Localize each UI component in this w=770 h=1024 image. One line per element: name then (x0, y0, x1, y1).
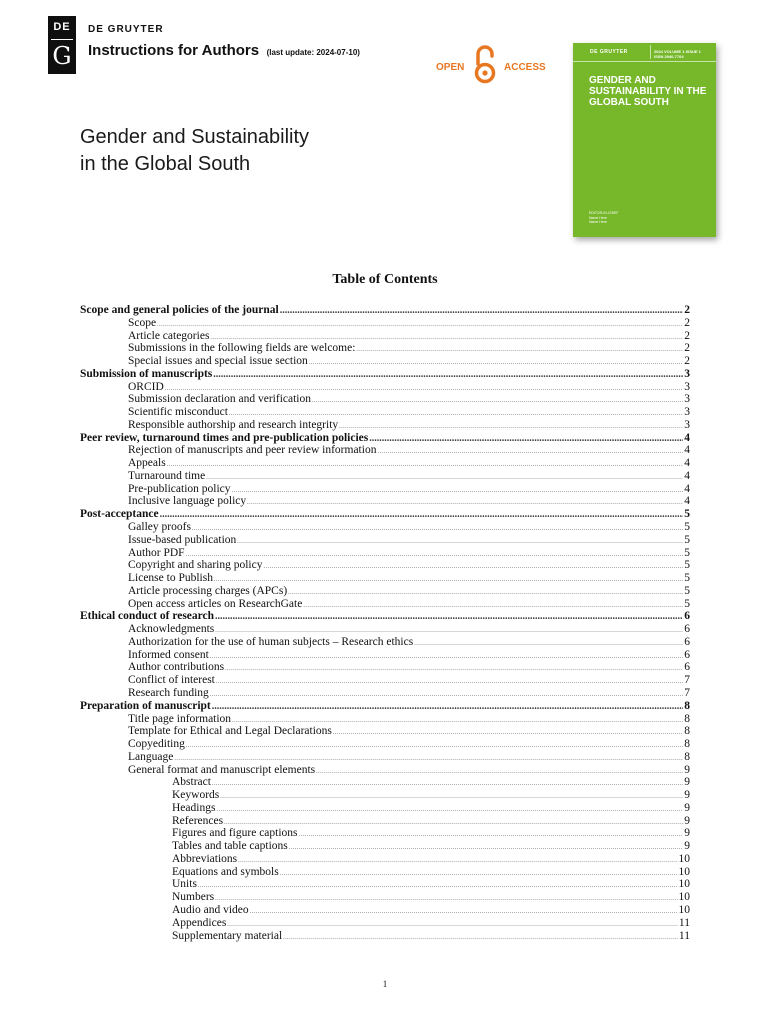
toc-entry-page: 8 (684, 738, 690, 751)
toc-entry[interactable] (80, 444, 690, 457)
toc-entry-label: Tables and table captions (172, 840, 288, 853)
toc-entry-page: 3 (684, 367, 690, 380)
toc-entry-page: 8 (684, 699, 690, 712)
toc-entry-page: 3 (684, 393, 690, 406)
toc-entry[interactable] (80, 585, 690, 598)
toc-entry-label: Numbers (172, 891, 215, 904)
toc-entry[interactable] (80, 789, 690, 802)
toc-dot-leader (227, 919, 678, 932)
toc-dot-leader (213, 369, 683, 382)
toc-dot-leader (192, 523, 683, 536)
toc-entry[interactable] (80, 713, 690, 726)
toc-entry[interactable] (80, 802, 690, 815)
toc-entry[interactable] (80, 866, 690, 879)
toc-entry-page: 3 (684, 418, 690, 431)
toc-entry-page: 5 (684, 572, 690, 585)
logo-bottom-text: G (52, 42, 72, 70)
toc-entry[interactable] (80, 534, 690, 547)
cover-volume (654, 49, 701, 59)
page-number: 1 (382, 979, 388, 989)
toc-entry[interactable] (80, 738, 690, 751)
toc-entry-label: Template for Ethical and Legal Declarations (128, 725, 332, 738)
toc-entry-page: 5 (684, 559, 690, 572)
toc-entry-label: Acknowledgments (128, 623, 215, 636)
toc-dot-leader (237, 536, 683, 549)
toc-entry[interactable] (80, 406, 690, 419)
toc-entry-page: 8 (684, 750, 690, 763)
toc-heading: Table of Contents (332, 272, 438, 287)
toc-entry-label: Article categories (128, 329, 210, 342)
toc-entry-page: 8 (684, 712, 690, 725)
toc-entry-label: Author contributions (128, 661, 225, 674)
toc-entry[interactable] (80, 330, 690, 343)
toc-entry-label: Authorization for the use of human subjects – Research ethics (128, 635, 414, 648)
toc-entry-page: 5 (684, 584, 690, 597)
toc-dot-leader (225, 663, 683, 676)
toc-entry-page: 6 (684, 610, 690, 623)
toc-entry[interactable] (80, 700, 690, 713)
toc-entry[interactable] (80, 342, 690, 355)
toc-entry-label: Rejection of manuscripts and peer review information (128, 444, 377, 457)
toc-dot-leader (167, 459, 684, 472)
toc-dot-leader (369, 433, 683, 446)
toc-entry-page: 9 (684, 776, 690, 789)
cover-issn: ISSN 2940-7704 (654, 54, 684, 59)
toc-entry-label: Author PDF (128, 546, 185, 559)
toc-entry[interactable] (80, 304, 690, 317)
cover-publisher: DE GRUYTER (590, 49, 628, 55)
toc-entry-label: Peer review, turnaround times and pre-publication policies (80, 431, 369, 444)
cover-editor-name: Name Here (589, 215, 607, 220)
publisher-logo (48, 16, 76, 74)
toc-entry-page: 6 (684, 661, 690, 674)
toc-entry-page: 5 (684, 597, 690, 610)
toc-entry-label: Headings (172, 801, 216, 814)
toc-dot-leader (216, 676, 683, 689)
toc-entry-label: References (172, 814, 224, 827)
toc-dot-leader (356, 344, 683, 357)
toc-dot-leader (414, 638, 683, 651)
toc-entry-page: 2 (684, 316, 690, 329)
toc-entry-label: Appendices (172, 916, 227, 929)
toc-entry-label: Ethical conduct of research (80, 610, 215, 623)
toc-entry-page: 8 (684, 725, 690, 738)
toc-entry-page: 2 (684, 355, 690, 368)
toc-entry[interactable] (80, 764, 690, 777)
toc-entry-label: ORCID (128, 380, 164, 393)
toc-entry[interactable] (80, 559, 690, 572)
toc-entry[interactable] (80, 661, 690, 674)
toc-entry-label: Responsible authorship and research integrity (128, 418, 339, 431)
toc-entry-page: 6 (684, 648, 690, 661)
toc-entry-page: 2 (684, 342, 690, 355)
toc-entry-label: Inclusive language policy (128, 495, 247, 508)
toc-entry[interactable] (80, 470, 690, 483)
open-access-right: ACCESS (504, 62, 546, 73)
toc-entry-page: 4 (684, 457, 690, 470)
toc-dot-leader (212, 701, 683, 714)
toc-entry[interactable] (80, 917, 690, 930)
toc-entry-label: Special issues and special issue section (128, 355, 308, 368)
toc-entry-label: Issue-based publication (128, 533, 237, 546)
toc-entry[interactable] (80, 674, 690, 687)
toc-entry-page: 10 (678, 852, 690, 865)
toc-entry[interactable] (80, 368, 690, 381)
toc-entry-page: 11 (678, 916, 690, 929)
toc-dot-leader (157, 319, 683, 332)
toc-entry-page: 10 (678, 891, 690, 904)
toc-entry-label: Scope and general policies of the journal (80, 304, 279, 316)
toc-entry[interactable] (80, 598, 690, 611)
toc-dot-leader (316, 766, 683, 779)
toc-entry[interactable] (80, 521, 690, 534)
toc-dot-leader (215, 893, 677, 906)
last-update: (last update: 2024-07-10) (266, 48, 360, 57)
open-lock-icon (474, 44, 496, 84)
toc-dot-leader (289, 842, 683, 855)
toc-entry-label: General format and manuscript elements (128, 763, 316, 776)
journal-title-line: in the Global South (80, 153, 251, 175)
toc-dot-leader (280, 868, 678, 881)
toc-entry-label: Pre-publication policy (128, 482, 231, 495)
toc-entry-label: Research funding (128, 686, 209, 699)
toc-entry[interactable] (80, 381, 690, 394)
toc-entry-page: 4 (684, 444, 690, 457)
table-of-contents (80, 304, 690, 942)
toc-entry[interactable] (80, 904, 690, 917)
toc-entry-label: Title page information (128, 712, 232, 725)
toc-entry[interactable] (80, 317, 690, 330)
toc-entry-label: Supplementary material (172, 929, 283, 942)
toc-entry[interactable] (80, 815, 690, 828)
toc-dot-leader (263, 561, 683, 574)
toc-entry-label: Abstract (172, 776, 211, 789)
publisher-name: DE GRUYTER (88, 24, 164, 35)
toc-entry[interactable] (80, 457, 690, 470)
cover-editor-role: EDITOR-IN-CHIEF (589, 211, 619, 215)
cover-divider (650, 45, 651, 59)
toc-entry-page: 2 (684, 304, 690, 316)
toc-entry-page: 10 (678, 878, 690, 891)
cover-editor-name: Name Here (589, 220, 607, 224)
logo-top-text: DE (53, 21, 71, 33)
toc-entry[interactable] (80, 495, 690, 508)
toc-entry-page: 9 (684, 814, 690, 827)
toc-entry-label: Abbreviations (172, 852, 238, 865)
toc-entry[interactable] (80, 508, 690, 521)
toc-entry-label: Equations and symbols (172, 865, 279, 878)
toc-dot-leader (377, 446, 683, 459)
toc-entry-label: Copyright and sharing policy (128, 559, 263, 572)
open-access-badge (436, 44, 548, 84)
toc-dot-leader (250, 906, 678, 919)
toc-dot-leader (220, 791, 683, 804)
journal-title (80, 124, 309, 178)
toc-entry-page: 9 (684, 840, 690, 853)
document-title-main: Instructions for Authors (88, 42, 260, 59)
toc-entry[interactable] (80, 853, 690, 866)
toc-dot-leader (299, 829, 684, 842)
toc-entry[interactable] (80, 878, 690, 891)
toc-entry[interactable] (80, 930, 690, 943)
toc-entry[interactable] (80, 483, 690, 496)
toc-entry[interactable] (80, 355, 690, 368)
toc-entry-label: License to Publish (128, 572, 213, 585)
toc-entry-page: 5 (684, 546, 690, 559)
toc-entry[interactable] (80, 393, 690, 406)
toc-entry-page: 9 (684, 789, 690, 802)
toc-entry-page: 9 (684, 763, 690, 776)
cover-editors (589, 211, 619, 225)
toc-entry-label: Audio and video (172, 903, 249, 916)
toc-entry-label: Submission declaration and verification (128, 393, 311, 406)
toc-entry[interactable] (80, 610, 690, 623)
toc-entry-page: 5 (684, 533, 690, 546)
toc-entry-page: 4 (684, 469, 690, 482)
toc-dot-leader (160, 509, 684, 522)
toc-entry-label: Keywords (172, 789, 220, 802)
toc-entry-page: 9 (684, 801, 690, 814)
toc-entry-label: Appeals (128, 457, 166, 470)
toc-entry-page: 9 (684, 827, 690, 840)
toc-dot-leader (232, 485, 684, 498)
cover-title: GENDER AND SUSTAINABILITY IN THE GLOBAL SOUTH (589, 75, 707, 108)
toc-entry-page: 6 (684, 635, 690, 648)
journal-cover (573, 43, 716, 237)
toc-dot-leader (238, 855, 677, 868)
toc-entry[interactable] (80, 776, 690, 789)
toc-entry-label: Copyediting (128, 738, 185, 751)
toc-entry-page: 5 (684, 521, 690, 534)
toc-entry-label: Article processing charges (APCs) (128, 584, 288, 597)
toc-entry-page: 3 (684, 406, 690, 419)
toc-dot-leader (283, 932, 678, 945)
toc-entry-label: Post-acceptance (80, 508, 159, 521)
toc-entry-page: 4 (684, 495, 690, 508)
cover-volume-line: 2024 VOLUME 1 ISSUE 1 (654, 49, 701, 54)
toc-dot-leader (212, 778, 683, 791)
toc-entry-page: 2 (684, 329, 690, 342)
toc-entry[interactable] (80, 891, 690, 904)
toc-entry[interactable] (80, 636, 690, 649)
toc-entry-label: Submissions in the following fields are welcome: (128, 342, 356, 355)
toc-entry[interactable] (80, 623, 690, 636)
toc-entry-label: Scientific misconduct (128, 406, 228, 419)
toc-dot-leader (215, 611, 683, 624)
toc-entry-label: Conflict of interest (128, 674, 215, 687)
toc-entry[interactable] (80, 687, 690, 700)
toc-entry-page: 5 (684, 508, 690, 521)
toc-dot-leader (206, 472, 683, 485)
open-access-left: OPEN (436, 62, 465, 73)
toc-entry[interactable] (80, 840, 690, 853)
toc-entry[interactable] (80, 547, 690, 560)
toc-entry-page: 4 (684, 431, 690, 444)
toc-entry[interactable] (80, 649, 690, 662)
toc-entry-label: Open access articles on ResearchGate (128, 597, 303, 610)
toc-entry-page: 6 (684, 623, 690, 636)
toc-entry[interactable] (80, 827, 690, 840)
toc-entry-label: Scope (128, 316, 157, 329)
toc-entry-label: Figures and figure captions (172, 827, 298, 840)
toc-entry-label: Preparation of manuscript (80, 699, 211, 712)
toc-entry-label: Units (172, 878, 197, 891)
toc-dot-leader (216, 804, 683, 817)
document-title (88, 42, 360, 60)
toc-dot-leader (288, 587, 683, 600)
toc-entry-label: Submission of manuscripts (80, 367, 213, 380)
toc-entry-page: 7 (684, 686, 690, 699)
toc-entry-page: 10 (678, 903, 690, 916)
toc-dot-leader (210, 651, 683, 664)
toc-entry-label: Language (128, 750, 174, 763)
toc-entry-page: 4 (684, 482, 690, 495)
journal-title-line: Gender and Sustainability (80, 126, 310, 148)
toc-dot-leader (280, 305, 684, 318)
toc-dot-leader (333, 727, 683, 740)
toc-entry-page: 3 (684, 380, 690, 393)
toc-dot-leader (198, 880, 678, 893)
toc-entry-page: 7 (684, 674, 690, 687)
toc-entry[interactable] (80, 725, 690, 738)
toc-entry-page: 11 (678, 929, 690, 942)
toc-entry-label: Informed consent (128, 648, 209, 661)
toc-entry-label: Turnaround time (128, 469, 206, 482)
toc-entry[interactable] (80, 572, 690, 585)
toc-entry[interactable] (80, 432, 690, 445)
toc-entry-page: 10 (678, 865, 690, 878)
toc-entry[interactable] (80, 419, 690, 432)
toc-entry-label: Galley proofs (128, 521, 191, 534)
toc-entry[interactable] (80, 751, 690, 764)
logo-divider (51, 39, 73, 40)
toc-dot-leader (186, 740, 683, 753)
toc-dot-leader (312, 395, 683, 408)
